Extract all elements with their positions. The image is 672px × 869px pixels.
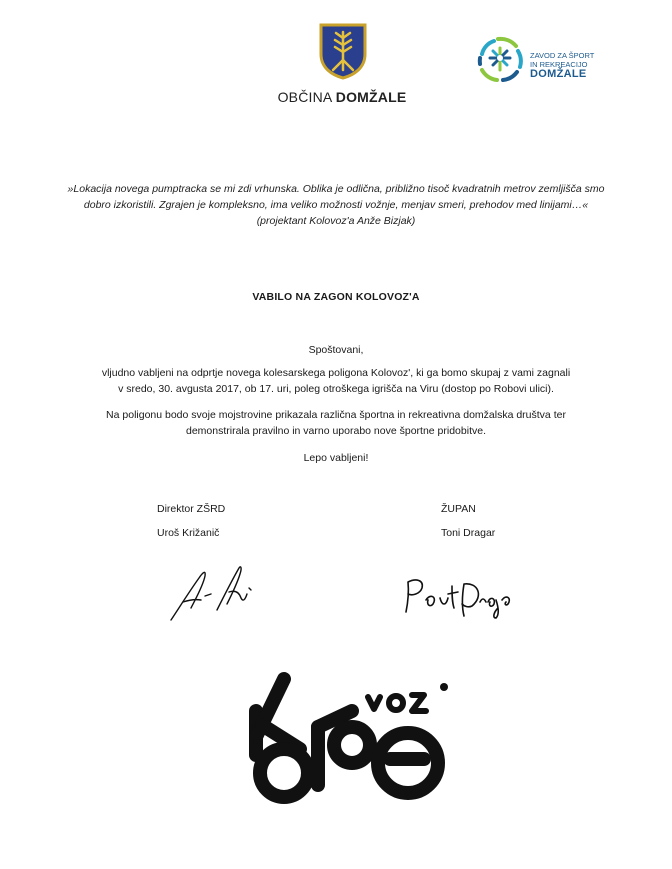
left-signatory-role: Direktor ZŠRD: [157, 503, 226, 515]
right-signatory-role: ŽUPAN: [441, 503, 476, 515]
left-signatory-name: Uroš Križanič: [157, 527, 220, 539]
closing: Lepo vabljeni!: [303, 452, 369, 464]
greeting: Spoštovani,: [308, 344, 364, 356]
paragraph-2-line-2: demonstrirala pravilno in varno uporabo nove športne pridobitve.: [185, 425, 486, 437]
invitation-title: VABILO NA ZAGON KOLOVOZ'A: [252, 291, 420, 303]
paragraph-1-line-2: v sredo, 30. avgusta 2017, ob 17. uri, poleg otroškega igrišča na Viru (dostop po Robovi ulici).: [118, 383, 554, 395]
institute-name: DOMŽALE: [530, 68, 587, 80]
sport-institute-logo-icon: [476, 34, 524, 84]
kolovoz-logo: [240, 667, 462, 807]
municipality-name-bold: DOMŽALE: [335, 89, 407, 105]
domzale-coat-of-arms: [318, 22, 368, 80]
paragraph-1-line-1: vljudno vabljeni na odprtje novega kolesarskega poligona Kolovoz', ki ga bomo skupaj z vami zagnali: [101, 367, 571, 379]
municipality-prefix: OBČINA: [277, 89, 336, 105]
institute-line1: ZAVOD ZA ŠPORT: [530, 51, 595, 60]
left-signature: [165, 562, 261, 624]
right-signatory-name: Toni Dragar: [441, 527, 496, 539]
quote-text: »Lokacija novega pumptracka se mi zdi vrhunska. Oblika je odlična, približno tisoč kvadratnih metrov zemljišča smo dobro izkoristili. Zgrajen je kompleksno, ima veliko možnosti vožnje, menjav smeri, prehodov med linijami…« (projektant Kolovoz'a Anže Bizjak): [67, 183, 605, 227]
sport-institute-name: [530, 51, 594, 79]
institute-line2: IN REKREACIJO: [530, 60, 588, 69]
right-signature: [400, 572, 516, 620]
paragraph-2-line-1: Na poligonu bodo svoje mojstrovine prikazala različna športna in rekreativna domžalska društva ter: [106, 409, 566, 421]
municipality-name: [250, 89, 434, 105]
